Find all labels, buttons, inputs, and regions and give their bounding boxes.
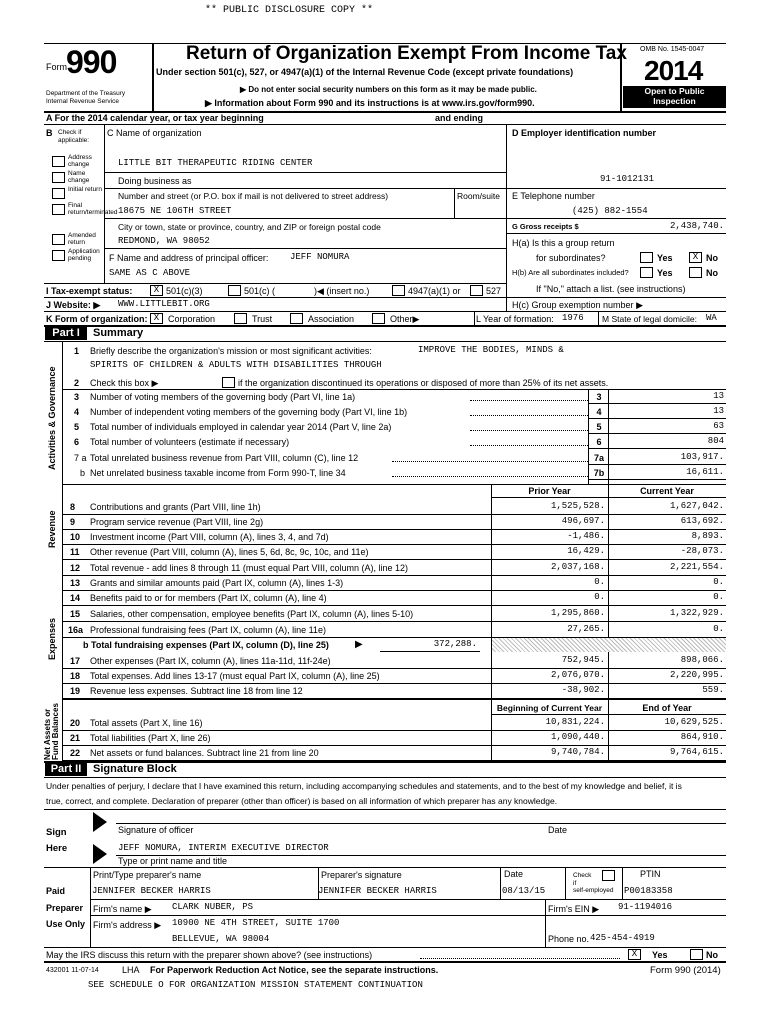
- penalty-statement-1: Under penalties of perjury, I declare that I have examined this return, including accompanying schedules and statements, and to the best of my knowledge and belief, it is: [46, 781, 682, 791]
- form-footer-id: Form 990 (2014): [650, 965, 721, 976]
- line-a-label: A For the 2014 calendar year, or tax year beginning: [46, 113, 264, 123]
- prior-year-header: Prior Year: [528, 486, 571, 496]
- fin-line-label: Total liabilities (Part X, line 26): [90, 733, 211, 743]
- fin-line-label: Professional fundraising fees (Part IX, column (A), line 11e): [90, 625, 326, 635]
- fin-line-num: 12: [70, 563, 81, 573]
- preparer-label: Preparer: [46, 903, 84, 913]
- gov-line-label: Number of independent voting members of the governing body (Part VI, line 1b): [90, 407, 408, 417]
- firm-name[interactable]: CLARK NUBER, PS: [172, 902, 254, 912]
- mission-text-2[interactable]: SPIRITS OF CHILDREN & ADULTS WITH DISABILITIES THROUGH: [90, 360, 382, 370]
- final-return-checkbox[interactable]: [52, 204, 65, 215]
- preparer-signature[interactable]: JENNIFER BECKER HARRIS: [318, 886, 437, 896]
- attach-list-note: If "No," attach a list. (see instructions): [536, 284, 686, 294]
- subordinates-no-checkbox[interactable]: [689, 267, 702, 278]
- sign-date-label: Date: [548, 825, 568, 835]
- discuss-yes-checkbox[interactable]: X: [628, 949, 641, 960]
- fin-line-label: Contributions and grants (Part VIII, line 1h): [90, 502, 261, 512]
- association-checkbox[interactable]: [290, 313, 303, 324]
- tax-exempt-status-label: I Tax-exempt status:: [46, 286, 133, 296]
- firm-address-label: Firm's address ▶: [93, 920, 162, 930]
- fin-line-num: 15: [70, 609, 81, 619]
- preparer-signature-label: Preparer's signature: [321, 870, 402, 880]
- fin-line-num: 18: [70, 671, 81, 681]
- gov-line-value[interactable]: 13: [713, 406, 724, 416]
- fin-line-num: 8: [70, 502, 76, 512]
- firm-phone[interactable]: 425-454-4919: [590, 933, 655, 943]
- room-suite-label: Room/suite: [457, 191, 500, 201]
- line-1-label: Briefly describe the organization's mission or most significant activities:: [90, 346, 372, 356]
- group-return-no-label: No: [706, 253, 718, 263]
- tax-year: 2014: [644, 55, 703, 86]
- org-name[interactable]: LITTLE BIT THERAPEUTIC RIDING CENTER: [118, 158, 313, 168]
- prior-year-value[interactable]: 496,697.: [561, 516, 605, 526]
- gov-line-box: 6: [596, 437, 602, 447]
- fin-line-num: 20: [70, 718, 81, 728]
- row-rule: [62, 590, 726, 591]
- state-domicile-label: M State of legal domicile:: [602, 314, 697, 324]
- other-org-checkbox[interactable]: [372, 313, 385, 324]
- row-rule: [62, 668, 726, 669]
- current-year-value[interactable]: 10,629,525.: [664, 717, 724, 727]
- gov-line-value[interactable]: 13: [713, 391, 724, 401]
- other-org-label: Other▶: [390, 314, 420, 324]
- group-exemption-label: H(c) Group exemption number ▶: [512, 300, 643, 310]
- gov-line-box: 4: [596, 407, 602, 417]
- gov-line-num: 5: [74, 422, 80, 432]
- ein-label: D Employer identification number: [512, 128, 657, 138]
- 527-label: 527: [486, 286, 502, 296]
- lha-label: LHA: [122, 965, 140, 975]
- prior-year-value[interactable]: 1,295,860.: [550, 608, 605, 618]
- row-rule: [62, 559, 726, 560]
- subordinates-yes-label: Yes: [657, 268, 673, 278]
- prior-year-value[interactable]: 9,740,784.: [550, 747, 605, 757]
- row-rule: [62, 575, 726, 576]
- officer-name-title[interactable]: JEFF NOMURA, INTERIM EXECUTIVE DIRECTOR: [118, 843, 329, 853]
- activities-governance-label: Activities & Governance: [47, 366, 57, 470]
- preparer-name-label: Print/Type preparer's name: [93, 870, 202, 880]
- gov-line-label: Number of voting members of the governing body (Part VI, line 1a): [90, 392, 356, 402]
- gross-receipts-value[interactable]: 2,438,740.: [669, 221, 724, 231]
- section-b-letter: B: [46, 128, 53, 138]
- current-year-value[interactable]: 0.: [713, 577, 724, 587]
- self-employed-label: Check if self-employed: [573, 872, 614, 894]
- group-return-question-2: for subordinates?: [536, 253, 606, 263]
- fin-line-label: Benefits paid to or for members (Part IX, column (A), line 4): [90, 593, 327, 603]
- part-2-title: Signature Block: [93, 763, 177, 775]
- fin-line-num: 9: [70, 517, 76, 527]
- ptin-label: PTIN: [640, 869, 661, 879]
- firm-address-2[interactable]: BELLEVUE, WA 98004: [172, 934, 270, 944]
- beginning-year-header: Beginning of Current Year: [496, 703, 603, 713]
- leader-dots: [392, 461, 588, 462]
- ptin-value[interactable]: P00183358: [624, 886, 673, 896]
- row-rule: [62, 745, 726, 746]
- fin-line-label: Program service revenue (Part VIII, line 2g): [90, 517, 264, 527]
- row-rule: [62, 760, 726, 761]
- firm-phone-label: Phone no.: [548, 934, 590, 944]
- form-of-org-label: K Form of organization:: [46, 314, 148, 324]
- prior-year-value[interactable]: -38,902.: [561, 685, 605, 695]
- website-label: J Website: ▶: [46, 300, 101, 310]
- gov-line-label: Total unrelated business revenue from Part VIII, column (C), line 12: [90, 453, 359, 463]
- 501c3-label: 501(c)(3): [166, 286, 203, 296]
- line-16b-shaded-area: [492, 637, 726, 652]
- fin-line-num: 13: [70, 578, 81, 588]
- firm-ein[interactable]: 91-1194016: [618, 902, 673, 912]
- fin-line-label: Total assets (Part X, line 16): [90, 718, 203, 728]
- fin-line-num: 17: [70, 656, 81, 666]
- signature-of-officer-label: Signature of officer: [118, 825, 194, 835]
- leader-dots: [392, 476, 588, 477]
- public-disclosure-copy: ** PUBLIC DISCLOSURE COPY **: [205, 5, 374, 16]
- fin-line-num: 14: [70, 593, 81, 603]
- here-label: Here: [46, 843, 68, 854]
- 501c-checkbox[interactable]: [228, 285, 241, 296]
- leader-dots: [470, 430, 588, 431]
- discuss-yes-label: Yes: [652, 950, 668, 960]
- gov-line-label: Net unrelated business taxable income from Form 990-T, line 34: [90, 468, 346, 478]
- fin-line-label: Grants and similar amounts paid (Part IX, column (A), lines 1-3): [90, 578, 344, 588]
- current-year-value[interactable]: 0.: [713, 624, 724, 634]
- gov-line-value[interactable]: 103,917.: [680, 452, 724, 462]
- name-change-label: Name change: [68, 170, 90, 184]
- fin-line-num: 16a: [68, 625, 84, 635]
- street-address[interactable]: 18675 NE 106TH STREET: [118, 206, 232, 216]
- current-year-value[interactable]: 1,322,929.: [669, 608, 724, 618]
- leader-dots: [470, 400, 588, 401]
- gov-line-box: 3: [596, 392, 602, 402]
- fin-line-num: 21: [70, 733, 81, 743]
- prior-year-value[interactable]: 10,831,224.: [545, 717, 605, 727]
- org-name-label: C Name of organization: [107, 128, 202, 138]
- form-number: 990: [66, 44, 117, 80]
- sign-label: Sign: [46, 827, 67, 838]
- current-year-value[interactable]: -28,073.: [680, 546, 724, 556]
- line-2-label-b: if the organization discontinued its operations or disposed of more than 25% of its net assets.: [238, 378, 609, 388]
- box-divider: [608, 389, 609, 484]
- use-only-label: Use Only: [46, 919, 86, 929]
- part-2-tag: Part II: [45, 763, 87, 776]
- fin-line-num: 22: [70, 748, 81, 758]
- address-change-checkbox[interactable]: [52, 156, 65, 167]
- row-rule: [62, 529, 726, 530]
- prior-year-value[interactable]: -1,486.: [567, 531, 605, 541]
- row-rule: [62, 730, 726, 731]
- omb-number: OMB No. 1545-0047: [640, 46, 705, 53]
- end-year-header: End of Year: [642, 703, 692, 713]
- 4947-label: 4947(a)(1) or: [408, 286, 461, 296]
- fin-line-num: 10: [70, 532, 81, 542]
- row-rule: [62, 514, 726, 515]
- subordinates-included-question: H(b) Are all subordinates included?: [512, 268, 629, 277]
- final-return-label: Final return/terminated: [68, 202, 118, 216]
- current-year-header: Current Year: [640, 486, 694, 496]
- current-year-value[interactable]: 2,221,554.: [669, 562, 724, 572]
- 501c3-checkbox[interactable]: X: [150, 285, 163, 296]
- line-2-num: 2: [74, 378, 80, 388]
- application-pending-label: Application pending: [68, 248, 100, 262]
- year-formation-label: L Year of formation:: [476, 314, 554, 324]
- penalty-statement-2: true, correct, and complete. Declaration of preparer (other than officer) is based on all information of which preparer has any knowledge.: [46, 796, 558, 806]
- prior-year-value[interactable]: 2,037,168.: [550, 562, 605, 572]
- group-return-yes-checkbox[interactable]: [640, 252, 653, 263]
- principal-officer-address[interactable]: SAME AS C ABOVE: [109, 268, 191, 278]
- prior-year-value[interactable]: 2,076,070.: [550, 670, 605, 680]
- sign-arrow-icon-2: [93, 844, 107, 864]
- part-1-title: Summary: [93, 327, 144, 339]
- net-assets-side-label: Net Assets or Fund Balances: [43, 703, 60, 760]
- line-1-num: 1: [74, 346, 80, 356]
- year-formation-value[interactable]: 1976: [562, 313, 584, 323]
- form-subtitle: Under section 501(c), 527, or 4947(a)(1) of the Internal Revenue Code (except private foundations): [156, 67, 574, 77]
- self-employed-checkbox[interactable]: [602, 870, 615, 881]
- officer-signature-line[interactable]: [116, 823, 726, 824]
- row-rule: [62, 683, 726, 684]
- current-year-value[interactable]: 1,627,042.: [669, 501, 724, 511]
- gov-line-box: 7a: [593, 453, 604, 463]
- name-change-checkbox[interactable]: [52, 172, 65, 183]
- insert-number-label: )◀ (insert no.): [314, 286, 370, 296]
- dba-label: Doing business as: [118, 176, 192, 186]
- current-year-value[interactable]: 864,910.: [680, 732, 724, 742]
- preparer-name[interactable]: JENNIFER BECKER HARRIS: [92, 886, 211, 896]
- trust-label: Trust: [252, 314, 273, 324]
- discontinued-checkbox[interactable]: [222, 377, 235, 388]
- prior-year-value[interactable]: 16,429.: [567, 546, 605, 556]
- street-label: Number and street (or P.O. box if mail is not delivered to street address): [118, 191, 389, 201]
- paperwork-notice: For Paperwork Reduction Act Notice, see the separate instructions.: [150, 965, 439, 975]
- line-16b-arrow: ▶: [355, 639, 363, 650]
- sign-arrow-icon: [93, 812, 107, 832]
- row-rule: [62, 637, 726, 638]
- form-word: Form: [46, 62, 67, 72]
- firm-name-label: Firm's name ▶: [93, 904, 152, 914]
- prior-year-value[interactable]: 752,945.: [561, 655, 605, 665]
- form-code: 432001 11-07-14: [46, 967, 99, 974]
- row-rule: [62, 698, 726, 699]
- leader-dots: [470, 445, 588, 446]
- prior-year-value[interactable]: 0.: [594, 577, 605, 587]
- gov-line-value[interactable]: 63: [713, 421, 724, 431]
- group-return-yes-label: Yes: [657, 253, 673, 263]
- address-change-label: Address change: [68, 154, 92, 168]
- ein-value[interactable]: 91-1012131: [600, 174, 655, 184]
- schedule-o-note: SEE SCHEDULE O FOR ORGANIZATION MISSION STATEMENT CONTINUATION: [88, 980, 423, 990]
- box-divider: [588, 389, 589, 484]
- group-return-question: H(a) Is this a group return: [512, 238, 615, 248]
- fin-line-label: Salaries, other compensation, employee benefits (Part IX, column (A), lines 5-10): [90, 609, 414, 619]
- ssn-warning: ▶ Do not enter social security numbers on this form as it may be made public.: [240, 85, 537, 94]
- and-ending-label: and ending: [435, 113, 483, 123]
- gov-line-value[interactable]: 804: [707, 436, 724, 446]
- trust-checkbox[interactable]: [234, 313, 247, 324]
- telephone-label: E Telephone number: [512, 191, 595, 201]
- form-title: Return of Organization Exempt From Income Tax: [186, 43, 627, 64]
- current-year-value[interactable]: 9,764,615.: [669, 747, 724, 757]
- revenue-side-label: Revenue: [47, 510, 57, 548]
- gov-line-num: 4: [74, 407, 80, 417]
- gov-line-value[interactable]: 16,611.: [686, 467, 724, 477]
- gov-line-label: Total number of individuals employed in calendar year 2014 (Part V, line 2a): [90, 422, 392, 432]
- dept-treasury: Department of the Treasury: [46, 90, 126, 97]
- preparer-date-label: Date: [504, 869, 524, 879]
- 4947-checkbox[interactable]: [392, 285, 405, 296]
- irs-label: Internal Revenue Service: [46, 98, 119, 105]
- principal-officer-label: F Name and address of principal officer:: [109, 253, 269, 263]
- current-year-value[interactable]: 2,220,995.: [669, 670, 724, 680]
- fin-line-label: Investment income (Part VIII, column (A), lines 3, 4, and 7d): [90, 532, 329, 542]
- expenses-side-label: Expenses: [47, 617, 57, 660]
- fin-line-label: Other expenses (Part IX, column (A), lines 11a-11d, 11f-24e): [90, 656, 331, 666]
- prior-year-value[interactable]: 1,090,440.: [550, 732, 605, 742]
- gov-line-num: 6: [74, 437, 80, 447]
- fin-line-label: Net assets or fund balances. Subtract line 21 from line 20: [90, 748, 319, 758]
- gross-receipts-label: G Gross receipts $: [512, 222, 579, 231]
- fin-line-label: Total revenue - add lines 8 through 11 (must equal Part VIII, column (A), line 12): [90, 563, 408, 573]
- fin-line-num: 19: [70, 686, 81, 696]
- open-to-public-badge: Open to Public Inspection: [623, 86, 726, 108]
- fin-line-label: Other revenue (Part VIII, column (A), lines 5, 6d, 8c, 9c, 10c, and 11e): [90, 547, 369, 557]
- telephone-value[interactable]: (425) 882-1554: [572, 206, 648, 216]
- current-year-value[interactable]: 613,692.: [680, 516, 724, 526]
- type-print-name-label: Type or print name and title: [118, 856, 228, 866]
- current-year-value[interactable]: 8,893.: [691, 531, 724, 541]
- prior-year-value[interactable]: 27,265.: [567, 624, 605, 634]
- firm-address-1[interactable]: 10900 NE 4TH STREET, SUITE 1700: [172, 918, 340, 928]
- principal-officer-name[interactable]: JEFF NOMURA: [290, 252, 350, 262]
- current-year-value[interactable]: 898,066.: [680, 655, 724, 665]
- 527-checkbox[interactable]: [470, 285, 483, 296]
- paid-label: Paid: [46, 886, 66, 896]
- association-label: Association: [308, 314, 355, 324]
- amended-return-checkbox[interactable]: [52, 234, 65, 245]
- preparer-date[interactable]: 08/13/15: [502, 886, 546, 896]
- current-year-value[interactable]: 0.: [713, 592, 724, 602]
- gov-line-box: 7b: [593, 468, 605, 478]
- discuss-no-label: No: [706, 950, 718, 960]
- current-year-value[interactable]: 559.: [702, 685, 724, 695]
- part-1-tag: Part I: [45, 327, 87, 340]
- state-domicile-value[interactable]: WA: [706, 313, 717, 323]
- irs-discuss-label: May the IRS discuss this return with the preparer shown above? (see instructions): [46, 950, 373, 960]
- line-16b-label: b Total fundraising expenses (Part IX, column (D), line 25): [83, 640, 329, 650]
- amended-return-label: Amended return: [68, 232, 96, 246]
- initial-return-checkbox[interactable]: [52, 188, 65, 199]
- fin-line-label: Revenue less expenses. Subtract line 18 from line 12: [90, 686, 303, 696]
- firm-ein-label: Firm's EIN ▶: [548, 904, 600, 914]
- gov-line-label: Total number of volunteers (estimate if necessary): [90, 437, 290, 447]
- line-2-label-a: Check this box ▶: [90, 378, 159, 388]
- city-label: City or town, state or province, country, and ZIP or foreign postal code: [118, 222, 381, 232]
- line-16b-value[interactable]: 372,288.: [433, 639, 477, 649]
- row-rule: [62, 605, 726, 606]
- application-pending-checkbox[interactable]: [52, 250, 65, 261]
- subordinates-yes-checkbox[interactable]: [640, 267, 653, 278]
- row-rule: [62, 544, 726, 545]
- website-value[interactable]: WWW.LITTLEBIT.ORG: [118, 299, 210, 309]
- 501c-label: 501(c) (: [244, 286, 276, 296]
- fin-line-label: Total expenses. Add lines 13-17 (must equal Part IX, column (A), line 25): [90, 671, 380, 681]
- initial-return-label: Initial return: [68, 186, 102, 193]
- fin-line-num: 11: [70, 547, 80, 557]
- gov-line-num: 7 a: [74, 453, 87, 463]
- corporation-checkbox[interactable]: X: [150, 313, 163, 324]
- instructions-info: ▶ Information about Form 990 and its instructions is at www.irs.gov/form990.: [205, 98, 535, 108]
- gov-line-num: b: [80, 468, 86, 478]
- gov-line-box: 5: [596, 422, 602, 432]
- prior-year-value[interactable]: 0.: [594, 592, 605, 602]
- city-state-zip[interactable]: REDMOND, WA 98052: [118, 236, 210, 246]
- leader-dots: [470, 415, 588, 416]
- corporation-label: Corporation: [168, 314, 216, 324]
- row-rule: [62, 621, 726, 622]
- gov-line-num: 3: [74, 392, 80, 402]
- check-if-applicable: Check if applicable:: [58, 129, 90, 144]
- group-return-no-checkbox[interactable]: X: [689, 252, 702, 263]
- prior-year-value[interactable]: 1,525,528.: [550, 501, 605, 511]
- mission-text-1[interactable]: IMPROVE THE BODIES, MINDS &: [418, 345, 564, 355]
- discuss-no-checkbox[interactable]: [690, 949, 703, 960]
- subordinates-no-label: No: [706, 268, 718, 278]
